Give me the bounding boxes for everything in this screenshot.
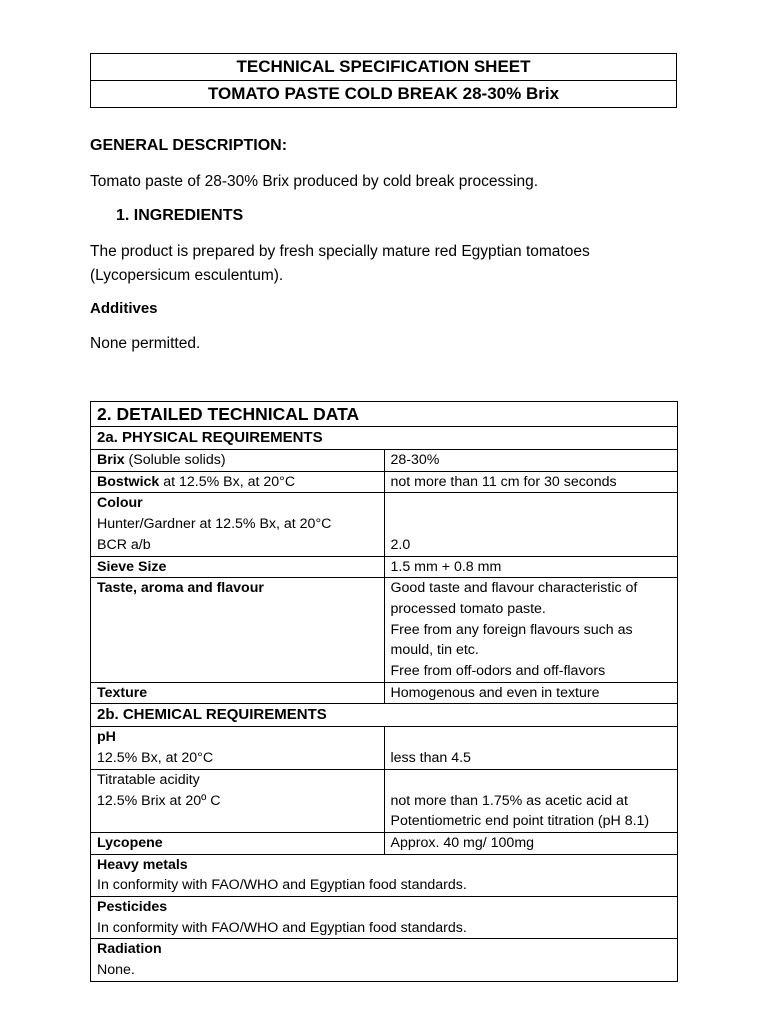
- lycopene-value: Approx. 40 mg/ 100mg: [384, 832, 678, 854]
- technical-data-table: [90, 401, 678, 982]
- heavy-metals-cell: Heavy metals In conformity with FAO/WHO and Egyptian food standards.: [91, 854, 678, 896]
- ph-label: pH 12.5% Bx, at 20°C: [91, 727, 385, 769]
- brix-value: 28-30%: [384, 450, 678, 472]
- radiation-cell: Radiation None.: [91, 939, 678, 981]
- brix-label: Brix (Soluble solids): [91, 450, 385, 472]
- colour-label: Colour Hunter/Gardner at 12.5% Bx, at 20°C BCR a/b: [91, 493, 385, 556]
- additives-heading: Additives: [90, 300, 158, 317]
- table-row: [91, 578, 678, 683]
- table-row: [91, 854, 678, 896]
- table-row: [91, 832, 678, 854]
- texture-value: Homogenous and even in texture: [384, 682, 678, 704]
- additives-text: None permitted.: [90, 335, 201, 352]
- table-row: [91, 727, 678, 769]
- acidity-value: not more than 1.75% as acetic acid at Potentiometric end point titration (pH 8.1): [384, 769, 678, 832]
- table-row: [91, 939, 678, 981]
- texture-label: Texture: [91, 682, 385, 704]
- table-row: [91, 556, 678, 578]
- table-row: [91, 471, 678, 493]
- ingredients-heading: 1. INGREDIENTS: [116, 207, 244, 224]
- taste-label: Taste, aroma and flavour: [91, 578, 385, 683]
- table-row: [91, 450, 678, 472]
- physical-requirements-heading: 2a. PHYSICAL REQUIREMENTS: [91, 427, 678, 450]
- sheet-title: TECHNICAL SPECIFICATION SHEET: [236, 57, 531, 76]
- general-description-text: Tomato paste of 28-30% Brix produced by cold break processing.: [90, 173, 539, 190]
- table-row: [91, 493, 678, 556]
- product-title: TOMATO PASTE COLD BREAK 28-30% Brix: [91, 80, 676, 107]
- bostwick-value: not more than 11 cm for 30 seconds: [384, 471, 678, 493]
- table-row: [91, 682, 678, 704]
- ingredients-text-line1: The product is prepared by fresh specially mature red Egyptian tomatoes: [90, 243, 590, 260]
- title-box: [90, 53, 677, 108]
- pesticides-cell: Pesticides In conformity with FAO/WHO and Egyptian food standards.: [91, 897, 678, 939]
- bostwick-label: Bostwick at 12.5% Bx, at 20°C: [91, 471, 385, 493]
- ph-value: less than 4.5: [384, 727, 678, 769]
- lycopene-label: Lycopene: [91, 832, 385, 854]
- sieve-label: Sieve Size: [91, 556, 385, 578]
- chemical-requirements-heading: 2b. CHEMICAL REQUIREMENTS: [91, 704, 678, 727]
- colour-value: 2.0: [384, 493, 678, 556]
- acidity-label: Titratable acidity 12.5% Brix at 20º C: [91, 769, 385, 832]
- ingredients-text-line2: (Lycopersicum esculentum).: [90, 267, 284, 284]
- sieve-value: 1.5 mm + 0.8 mm: [384, 556, 678, 578]
- general-description-heading: GENERAL DESCRIPTION:: [90, 137, 288, 154]
- table-row: [91, 769, 678, 832]
- table-section-title: 2. DETAILED TECHNICAL DATA: [91, 402, 678, 427]
- taste-value: Good taste and flavour characteristic of processed tomato paste. Free from any foreign flavours such as mould, tin etc. Free from off-odors and off-flavors: [384, 578, 678, 683]
- table-row: [91, 897, 678, 939]
